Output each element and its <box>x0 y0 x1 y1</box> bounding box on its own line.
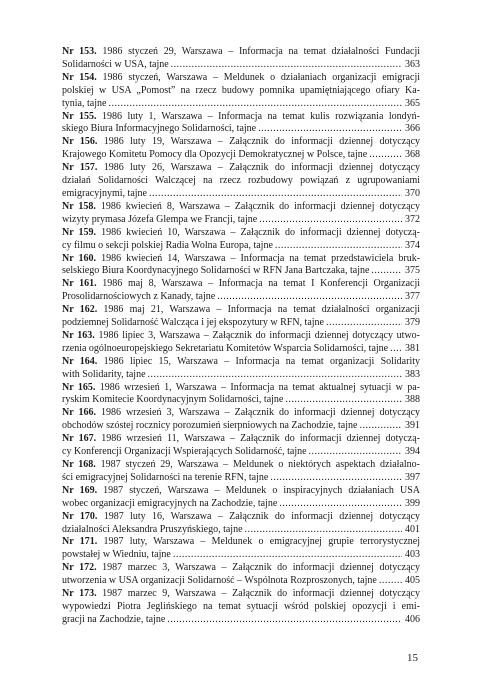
dot-leader <box>270 472 402 485</box>
toc-entry-number: Nr 157. <box>62 162 98 174</box>
toc-entry-text: 1986 wrzesień 11, Warszawa – Załącznik do informacji dziennej dotyczą- <box>101 433 421 445</box>
toc-entry-page: 372 <box>405 213 420 225</box>
toc-entry-text: 1987 luty 16, Warszawa – Załącznik do informacji dziennej dotyczący <box>103 510 421 522</box>
dot-leader <box>369 149 402 162</box>
dot-leader <box>171 59 402 72</box>
dot-leader <box>148 369 402 382</box>
toc-entry <box>62 201 420 227</box>
toc-entry-text: działań Solidarności Walczącej na rzecz rozbudowy powiązań z ugrupowaniami <box>62 175 420 187</box>
toc-entry-line <box>62 46 420 59</box>
toc-entry-line <box>62 175 420 188</box>
toc-entry-page: 374 <box>405 239 420 251</box>
toc-entry-line <box>62 227 420 240</box>
toc-entry-page: 394 <box>405 446 420 458</box>
toc-entry-page: 391 <box>405 420 420 432</box>
toc-entry-number: Nr 154. <box>62 71 97 83</box>
toc-entry-text: 1986 styczeń 29, Warszawa – Informacja na temat działalności Fundacji <box>102 46 421 57</box>
toc-entry-line <box>62 588 420 601</box>
dot-leader <box>379 575 402 588</box>
toc-entry-line <box>62 433 420 446</box>
toc-entry <box>62 162 420 201</box>
toc-entry-number: Nr 165. <box>62 381 96 393</box>
toc-entry-text: Krajowego Komitetu Pomocy dla Opozycji Demokratycznej w Polsce, tajne <box>62 149 368 161</box>
toc-entry-text: powstałej w Wiedniu, tajne <box>62 549 171 561</box>
dot-leader <box>309 446 402 459</box>
toc-entry-line <box>62 330 420 343</box>
toc-entry-text: ści emigracyjnej Solidarności na terenie RFN, tajne <box>62 471 269 483</box>
toc-entry-text: ryskim Komitecie Koordynacyjnym Solidarności, tajne <box>62 394 284 406</box>
toc-entry-number: Nr 171. <box>62 536 98 548</box>
toc-entry-line <box>62 459 420 472</box>
toc-entry-text: 1987 marzec 3, Warszawa – Załącznik do informacji dziennej dotyczący <box>102 562 420 574</box>
toc-entry <box>62 433 420 459</box>
toc-entry-page: 363 <box>405 58 420 70</box>
toc-entry-text: with Solidarity, tajne <box>62 368 146 380</box>
dot-leader <box>258 123 402 136</box>
toc-entry <box>62 304 420 330</box>
toc-entry-text: 1987 luty, Warszawa – Meldunek o emigracyjnej grupie terrorystycznej <box>103 536 421 548</box>
toc-entry-last-line <box>62 549 420 562</box>
toc-entry-number: Nr 166. <box>62 407 96 419</box>
toc-entry-page: 370 <box>405 187 420 199</box>
toc-entry-text: 1987 styczeń, Warszawa – Meldunek o inspiracyjnych działaniach USA <box>103 484 421 496</box>
toc-entry-page: 366 <box>405 123 420 135</box>
toc-entry-last-line <box>62 149 420 162</box>
toc-entry-page: 403 <box>405 549 420 561</box>
toc-entry-last-line <box>62 614 420 627</box>
toc-entry-text: gracji na Zachodzie, tajne <box>62 613 166 625</box>
toc-entry-last-line <box>62 59 420 72</box>
toc-entry-page: 375 <box>405 265 420 277</box>
toc-entry-last-line <box>62 291 420 304</box>
toc-entry-text: Solidarności w USA, tajne <box>62 58 169 70</box>
toc-entry-number: Nr 162. <box>62 304 98 316</box>
toc-entry <box>62 278 420 304</box>
toc-entry-text: 1986 luty 26, Warszawa – Załącznik do informacji dziennej dotyczący <box>103 162 421 174</box>
dot-leader <box>371 265 402 278</box>
toc-entry-line <box>62 382 420 395</box>
toc-entry-line <box>62 72 420 85</box>
toc-entry-text: 1986 kwiecień 10, Warszawa – Załącznik do informacji dziennej dotyczą- <box>101 226 420 238</box>
toc-entry-line <box>62 111 420 124</box>
toc-entry-page: 405 <box>405 575 420 587</box>
dot-leader <box>279 498 402 511</box>
toc-entry-line <box>62 562 420 575</box>
toc-entry <box>62 253 420 279</box>
toc-entry <box>62 72 420 111</box>
toc-entry-text: 1987 marzec 9, Warszawa – Załącznik do informacji dziennej dotyczący <box>102 588 420 600</box>
toc-entry-text: utworzenia w USA organizacji Solidarność – Wspólnota Rozproszonych, tajne <box>62 575 377 587</box>
toc-entry-text: rzenia ogólnoeuropejskiego Sekretariatu Komitetów Wsparcia Solidarności, tajne <box>62 342 389 354</box>
toc-entry-text: 1986 kwiecień 14, Warszawa – Informacja na temat przedstawiciela bruk- <box>101 252 421 264</box>
toc-entry <box>62 407 420 433</box>
toc-entry-text: cy filmu o sekcji polskiej Radia Wolna Europa, tajne <box>62 239 273 251</box>
toc-entry-line <box>62 162 420 175</box>
toc-entry-text: tynia, tajne <box>62 97 107 109</box>
dot-leader <box>359 420 402 433</box>
table-of-contents <box>62 46 420 627</box>
toc-entry-text: wobec organizacji emigracyjnych na Zachodzie, tajne <box>62 497 278 509</box>
toc-entry <box>62 136 420 162</box>
toc-entry-page: 406 <box>405 613 420 625</box>
dot-leader <box>275 240 402 253</box>
toc-entry-text: 1986 maj 8, Warszawa – Informacja na temat I Konferencji Organizacji <box>102 278 421 290</box>
toc-entry-text: cy Konferencji Organizacji Wspierających Solidarność, tajne <box>62 446 307 458</box>
page-number: 15 <box>407 652 418 664</box>
toc-entry-page: 365 <box>405 97 420 109</box>
toc-entry-page: 377 <box>405 291 420 303</box>
toc-entry-number: Nr 163. <box>62 329 95 341</box>
toc-entry-text: 1986 lipiec 15, Warszawa – Informacja na temat organizacji Solidarity <box>103 355 421 367</box>
toc-entry-last-line <box>62 498 420 511</box>
toc-entry-number: Nr 156. <box>62 136 98 148</box>
toc-entry-page: 399 <box>405 497 420 509</box>
toc-entry-text: 1986 kwiecień 8, Warszawa – Załącznik do informacji dziennej dotyczący <box>100 200 420 212</box>
toc-entry-page: 381 <box>405 342 420 354</box>
dot-leader <box>149 188 402 201</box>
toc-entry <box>62 536 420 562</box>
toc-entry-page: 397 <box>405 471 420 483</box>
toc-entry-line <box>62 304 420 317</box>
toc-entry <box>62 227 420 253</box>
toc-entry-last-line <box>62 317 420 330</box>
toc-entry-line <box>62 278 420 291</box>
toc-entry-text: 1986 styczeń, Warszawa – Meldunek o działaniach organizacji emigracji <box>102 71 420 83</box>
toc-entry-last-line <box>62 575 420 588</box>
toc-entry <box>62 511 420 537</box>
toc-entry-line <box>62 253 420 266</box>
toc-entry-number: Nr 155. <box>62 110 97 122</box>
dot-leader <box>173 549 402 562</box>
toc-entry-text: wizyty prymasa Józefa Glempa we Francji, tajne <box>62 213 258 225</box>
toc-entry-text: skiego Biura Informacyjnego Solidarności, tajne <box>62 123 257 135</box>
toc-entry-text: obchodów szóstej rocznicy porozumień sierpniowych na Zachodzie, tajne <box>62 420 358 432</box>
toc-entry-last-line <box>62 123 420 136</box>
toc-entry <box>62 382 420 408</box>
toc-entry-text: wypowiedzi Piotra Jeglińskiego na temat sytuacji wśród polskiej opozycji i emi- <box>62 600 420 612</box>
toc-entry-text: 1986 luty 19, Warszawa – Załącznik do informacji dziennej dotyczący <box>103 136 421 148</box>
dot-leader <box>259 214 402 227</box>
toc-entry-number: Nr 169. <box>62 484 98 496</box>
toc-entry-last-line <box>62 240 420 253</box>
dot-leader <box>167 614 402 627</box>
toc-entry-number: Nr 167. <box>62 433 97 445</box>
toc-entry-text: 1986 wrzesień 1, Warszawa – Informacja na temat aktualnej sytuacji w pa- <box>99 381 420 393</box>
dot-leader <box>285 394 402 407</box>
dot-leader <box>326 317 402 330</box>
toc-entry <box>62 588 420 627</box>
dot-leader <box>245 524 402 537</box>
toc-entry-page: 383 <box>405 368 420 380</box>
toc-entry-text: 1987 styczeń 29, Warszawa – Meldunek o niektórych aspektach działalno- <box>100 459 421 470</box>
toc-entry-page: 368 <box>405 149 420 161</box>
toc-entry-page: 388 <box>405 394 420 406</box>
toc-entry-line <box>62 485 420 498</box>
toc-entry-number: Nr 172. <box>62 562 97 574</box>
toc-entry-line <box>62 136 420 149</box>
toc-entry-last-line <box>62 188 420 201</box>
toc-entry-last-line <box>62 420 420 433</box>
dot-leader <box>390 343 402 356</box>
toc-entry-last-line <box>62 446 420 459</box>
toc-entry-line <box>62 601 420 614</box>
toc-entry-line <box>62 511 420 524</box>
toc-entry-number: Nr 158. <box>62 200 96 212</box>
toc-entry-text: podziemnej Solidarność Walcząca i jej ekspozytury w RFN, tajne <box>62 317 324 329</box>
toc-entry-page: 379 <box>405 317 420 329</box>
toc-entry-last-line <box>62 524 420 537</box>
toc-entry-last-line <box>62 265 420 278</box>
toc-entry-number: Nr 153. <box>62 46 97 57</box>
toc-entry-last-line <box>62 394 420 407</box>
toc-entry-text: działalności Aleksandra Pruszyńskiego, tajne <box>62 523 243 535</box>
toc-entry-text: 1986 wrzesień 3, Warszawa – Załącznik do informacji dziennej dotyczący <box>100 407 421 419</box>
toc-entry <box>62 562 420 588</box>
toc-entry-text: emigracyjnymi, tajne <box>62 187 147 199</box>
toc-entry-number: Nr 168. <box>62 459 96 470</box>
toc-entry-text: 1986 luty 1, Warszawa – Informacja na temat kulis rozwiązania londyń- <box>101 110 421 122</box>
toc-entry <box>62 459 420 485</box>
toc-entry-text: selskiego Biura Koordynacyjnego Solidarności w RFN Jana Bartczaka, tajne <box>62 265 370 277</box>
toc-entry-number: Nr 161. <box>62 278 97 290</box>
toc-entry-last-line <box>62 214 420 227</box>
toc-entry-number: Nr 164. <box>62 355 98 367</box>
toc-entry <box>62 485 420 511</box>
dot-leader <box>217 291 402 304</box>
toc-entry-text: Prosolidarnościowych z Kanady, tajne <box>62 291 216 303</box>
toc-entry-last-line <box>62 472 420 485</box>
toc-entry-line <box>62 85 420 98</box>
toc-entry <box>62 330 420 356</box>
toc-entry-text: 1986 lipiec 3, Warszawa – Załącznik do informacji dziennej dotyczący utwo- <box>98 329 421 341</box>
toc-entry-line <box>62 201 420 214</box>
toc-entry-last-line <box>62 343 420 356</box>
dot-leader <box>108 98 402 111</box>
toc-entry <box>62 111 420 137</box>
toc-entry-line <box>62 356 420 369</box>
toc-entry-line <box>62 536 420 549</box>
toc-entry-number: Nr 173. <box>62 588 97 600</box>
toc-entry-text: polskiej w USA „Pomost” na rzecz budowy pomnika upamiętniającego ofiary Ka- <box>62 84 420 96</box>
toc-entry-number: Nr 160. <box>62 252 97 264</box>
toc-entry-text: 1986 maj 21, Warszawa – Informacja na temat działalności organizacji <box>103 304 420 316</box>
toc-entry-page: 401 <box>405 523 420 535</box>
toc-entry <box>62 356 420 382</box>
toc-entry-number: Nr 170. <box>62 510 98 522</box>
toc-entry-last-line <box>62 98 420 111</box>
toc-entry-line <box>62 407 420 420</box>
toc-entry-last-line <box>62 369 420 382</box>
toc-entry-number: Nr 159. <box>62 226 97 238</box>
toc-entry <box>62 46 420 72</box>
